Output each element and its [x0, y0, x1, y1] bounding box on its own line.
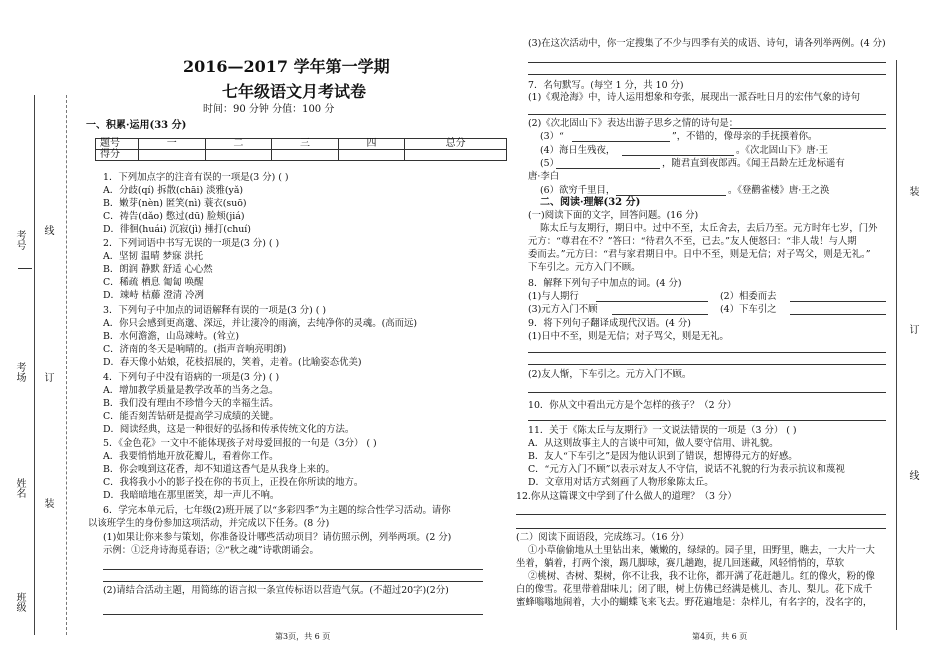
q2-stem: 2．下列词语中书写无误的一项是(3 分) ( )	[103, 238, 280, 249]
q3-option-c: C．济南的冬天是响晴的。(指声音响亮明朗)	[103, 344, 287, 355]
passage-line-4: 下车引之。元方入门不顾。	[528, 262, 641, 273]
answer-line[interactable]	[516, 528, 886, 529]
right-mark-zhuang: 装	[907, 186, 918, 196]
q7-3-text: ”，不错的，像母亲的手抚摸着你。	[672, 131, 818, 142]
score-row-label: 得分	[96, 150, 139, 161]
q8-2: (2）相委而去	[720, 291, 777, 302]
q1-option-c: C．祷告(dǎo) 憋过(dū) 脸颊(jiá)	[103, 211, 245, 222]
q5-option-d: D．我暗暗地在那里匿笑，却一声儿不响。	[103, 490, 280, 501]
answer-line[interactable]	[528, 114, 886, 115]
q4-option-c: C．能否刻苦钻研是提高学习成绩的关键。	[103, 411, 279, 422]
q1-option-b: B．嫩芽(nèn) 匿笑(nì) 蓑衣(suō)	[103, 198, 247, 209]
score-cell[interactable]	[139, 150, 206, 161]
answer-line[interactable]	[528, 62, 886, 63]
section2-heading: 二、阅读·理解(32 分)	[540, 197, 641, 208]
passage2-line-3: ②桃树、杏树、梨树，你不让我，我不让你，都开满了花赶趟儿。红的像火，粉的像	[528, 571, 875, 582]
passage-line-3: 委而去。”元方曰：“君与家君期日中。日中不至，则是无信；对子骂父，则是无礼。”	[528, 249, 871, 260]
left-page-footer: 第3页，共 6 页	[275, 632, 331, 641]
answer-line[interactable]	[572, 141, 670, 142]
answer-line[interactable]	[528, 420, 886, 421]
right-binding-line	[896, 60, 897, 630]
q2-option-b: B．朗润 静默 舒适 心心然	[103, 264, 213, 275]
answer-line[interactable]	[612, 314, 708, 315]
q7-3-open: (3）“	[540, 131, 564, 142]
passage-line-2: 元方：“尊君在不？”答曰：“待君久不至，已去。”友人便怒曰：“非人哉！与人期	[528, 236, 857, 247]
seal-dashed-line	[66, 95, 67, 635]
score-cell[interactable]	[338, 150, 405, 161]
answer-line[interactable]	[790, 301, 886, 302]
score-table	[95, 138, 507, 161]
right-page-footer: 第4页，共 6 页	[692, 632, 748, 641]
name-label: 姓名	[14, 478, 25, 498]
answer-line[interactable]	[730, 128, 886, 129]
q5-stem: 5．《金色花》一文中不能体现孩子对母爱回报的一句是（3分） ( )	[103, 438, 377, 449]
q3-stem: 3．下列句子中加点的词语解释有误的一项是(3 分) ( )	[103, 305, 327, 316]
q6-part1: (1)如果让你来参与策划，你准备设计哪些活动项目？请仿照示例，列举两项。(2 分)	[103, 532, 452, 543]
q7-5-author: 唐·李白	[528, 171, 560, 182]
answer-line[interactable]	[103, 581, 483, 582]
binding-mark-ding: 订	[42, 372, 53, 382]
reading2-heading: (二）阅读下面语段，完成练习。（16 分）	[516, 532, 690, 543]
q6-part3: (3)在这次活动中，你一定搜集了不少与四季有关的成语、诗句，请各列举两例。(4 分)	[528, 38, 886, 49]
score-col-label: 题号	[96, 139, 139, 150]
q6-example: 示例：①泛舟诗海觅春语；②“秋之魂”诗歌朗诵会。	[103, 545, 319, 556]
binding-mark-line: 线	[42, 225, 53, 235]
exam-title: 七年级语文月考试卷	[222, 82, 367, 101]
q2-option-c: C．稀疏 栖息 匍匐 唤醒	[103, 277, 204, 288]
q11-option-b: B．友人“下车引之”是因为他认识到了错误，想博得元方的好感。	[528, 451, 798, 462]
q7-2: (2)《次北固山下》表达出游子思乡之情的诗句是：	[528, 118, 739, 129]
q3-option-b: B．水何澹澹，山岛竦峙。(耸立)	[103, 331, 240, 342]
q1-option-a: A．分歧(qí) 拆散(chāi) 淡雅(yǎ)	[103, 185, 244, 196]
q4-option-a: A．增加教学质量是教学改革的当务之急。	[103, 385, 279, 396]
answer-line[interactable]	[528, 392, 886, 393]
score-col-3: 三	[272, 139, 339, 150]
q10-stem: 10．你从文中看出元方是个怎样的孩子？（2 分）	[528, 400, 737, 411]
q5-option-c: C．我将我小小的影子投在你的书页上，正投在你所读的地方。	[103, 477, 364, 488]
q2-option-a: A．坚韧 温晴 梦寐 洪托	[103, 251, 204, 262]
answer-line[interactable]	[103, 569, 483, 570]
score-col-4: 四	[338, 139, 405, 150]
q3-option-d: D．春天像小姑娘，花枝招展的，笑着，走着。(比喻姿态优美)	[103, 357, 362, 368]
score-cell[interactable]	[405, 150, 507, 161]
q4-option-b: B．我们没有理由不珍惜今天的幸福生活。	[103, 398, 279, 409]
q1-stem: 1．下列加点字的注音有误的一项是(3 分) ( )	[103, 172, 289, 183]
q4-stem: 4．下列句子中没有语病的一项是(3 分) ( )	[103, 372, 280, 383]
q8-1: (1)与人期行	[528, 291, 579, 302]
answer-line[interactable]	[616, 195, 726, 196]
q4-option-d: D．阅读经典，这是一种很好的弘扬和传承传统文化的方法。	[103, 424, 355, 435]
q7-6-text: (6）欲穷千里目，	[540, 185, 616, 196]
answer-line[interactable]	[790, 314, 886, 315]
q9-2: (2)友人惭，下车引之。元方入门不顾。	[528, 369, 692, 380]
exam-time-score: 时间：90 分钟 分值：100 分	[203, 104, 335, 115]
answer-line[interactable]	[528, 352, 886, 353]
right-mark-ding: 订	[907, 324, 918, 334]
answer-line[interactable]	[528, 364, 886, 365]
q6-part2: (2)请结合活动主题，用简练的语言拟一条宣传标语以营造气氛。(不超过20字)(2分)	[103, 585, 449, 596]
answer-line[interactable]	[556, 168, 660, 169]
binding-line	[34, 95, 35, 635]
q5-option-a: A．我要悄悄地开放花瓣儿，看着你工作。	[103, 451, 279, 462]
exam-no-blank	[18, 268, 32, 269]
score-col-total: 总分	[405, 139, 507, 150]
exam-year-term: 2016—2017 学年第一学期	[183, 57, 390, 76]
passage2-line-2: 坐着，躺着，打两个滚，踢几脚球，赛几趟跑，捉几回迷藏，风轻悄悄的，草软	[516, 558, 845, 569]
q1-option-d: D．徘徊(huái) 沉寂(jì) 捶打(chuí)	[103, 224, 251, 235]
q7-4-source: 。《次北固山下》唐·王	[736, 145, 829, 156]
q7-6-source: 。《登鹳雀楼》唐·王之涣	[728, 185, 830, 196]
q8-stem: 8．解释下列句子中加点的词。(4 分)	[528, 278, 682, 289]
reading1-heading: (一)阅读下面的文字，回答问题。(16 分)	[528, 210, 699, 221]
q7-stem: 7．名句默写。(每空 1 分，共 10 分)	[528, 80, 684, 91]
q2-option-d: D．竦峙 枯藤 澄清 冷冽	[103, 290, 204, 301]
q7-1: (1)《观沧海》中，诗人运用想象和夸张，展现出一派吞吐日月的宏伟气象的诗句	[528, 92, 861, 103]
score-cell[interactable]	[205, 150, 272, 161]
right-mark-xian: 线	[907, 470, 918, 480]
q7-5-open: (5）	[540, 158, 559, 169]
q11-option-a: A．从这则故事主人的言谈中可知，做人要守信用、讲礼貌。	[528, 438, 779, 449]
q12-stem: 12.你从这篇课文中学到了什么做人的道理？（3 分）	[516, 491, 737, 502]
q11-option-c: C．“元方入门不顾”以表示对友人不守信，说话不礼貌的行为表示抗议和蔑视	[528, 464, 845, 475]
q11-stem: 11．关于《陈太丘与友期行》一文说法错误的一项是（3 分） ( )	[528, 425, 797, 436]
q5-option-b: B．你会嗅到这花香，却不知道这香气是从我身上来的。	[103, 464, 335, 475]
class-label: 班级	[14, 592, 25, 612]
answer-line[interactable]	[103, 614, 483, 615]
passage-line-1: 陈太丘与友期行，期日中。过中不至，太丘舍去，去后乃至。元方时年七岁，门外	[540, 223, 878, 234]
q7-5-text: ，随君直到夜郎西。《闻王昌龄左迁龙标遥有	[662, 158, 845, 169]
answer-line[interactable]	[622, 155, 734, 156]
q8-3: (3)元方入门不顾	[528, 304, 598, 315]
q9-stem: 9．将下列句子翻译成现代汉语。(4 分)	[528, 318, 691, 329]
q9-1: (1)日中不至，则是无信；对子骂父，则是无礼。	[528, 331, 729, 342]
q7-4-text: (4）海日生残夜，	[540, 145, 616, 156]
answer-line[interactable]	[528, 74, 886, 75]
binding-mark-zhuang: 装	[42, 498, 53, 508]
score-cell[interactable]	[272, 150, 339, 161]
q8-4: (4）下车引之	[720, 304, 777, 315]
score-col-2: 二	[205, 139, 272, 150]
section1-heading: 一、积累·运用(33 分)	[86, 120, 187, 131]
passage2-line-5: 蜜蜂嗡嗡地闹着，大小的蝴蝶飞来飞去。野花遍地是：杂样儿，有名字的，没名字的，	[516, 597, 873, 608]
q11-option-d: D．文章用对话方式刻画了人物形象陈太丘。	[528, 477, 714, 488]
passage2-line-1: ①小草偷偷地从土里钻出来，嫩嫩的，绿绿的。园子里，田野里，瞧去，一大片一大	[528, 545, 875, 556]
passage2-line-4: 白的像雪。花里带着甜味儿；闭了眼，树上仿佛已经满是桃儿、杏儿、梨儿。花下成千	[516, 584, 873, 595]
exam-no-label: 考号	[14, 230, 25, 250]
room-label: 考场	[14, 362, 25, 382]
q3-option-a: A．你只会感到更高邈、深远，并让淒冷的雨滴，去纯净你的灵魂。(高而远)	[103, 318, 418, 329]
q6-stem-cont: 以该班学生的身份参加这项活动，并完成以下任务。(8 分)	[88, 518, 330, 529]
answer-line[interactable]	[596, 301, 708, 302]
score-col-1: 一	[139, 139, 206, 150]
answer-line[interactable]	[516, 514, 886, 515]
q6-stem: 6．学完本单元后，七年级(2)班开展了以“多彩四季”为主题的综合性学习活动。请你	[103, 505, 451, 516]
